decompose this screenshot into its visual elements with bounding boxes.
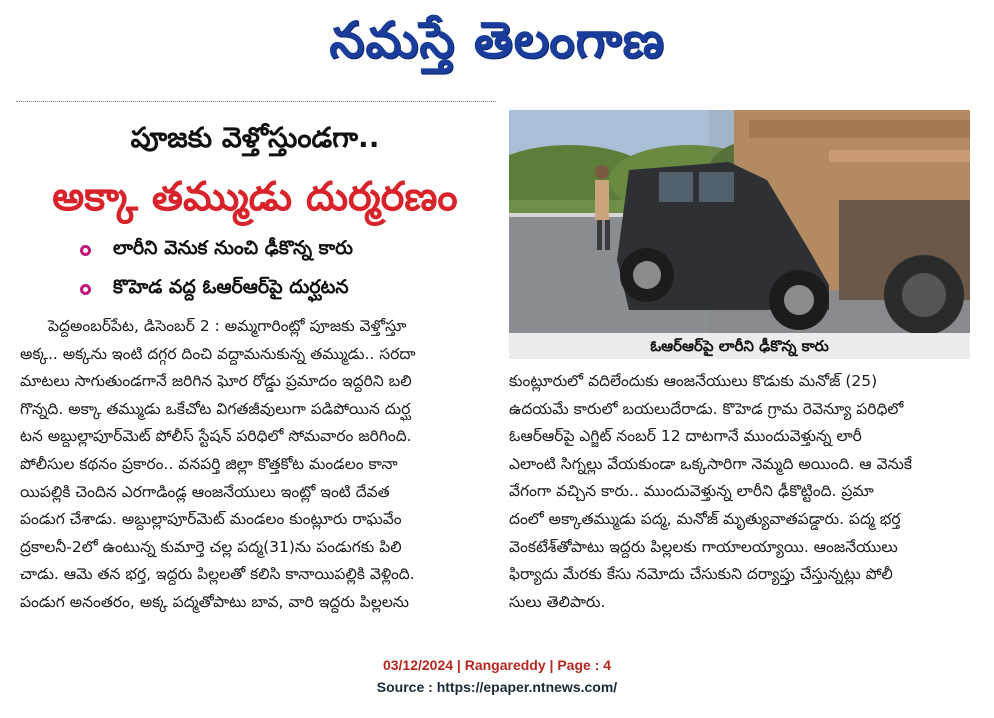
body-line: ఓఆర్ఆర్‌పై ఎగ్జిట్ నంబర్ 12 దాటగానే ముందువెళ్తున్న లారీ <box>509 427 862 446</box>
edition-meta: 03/12/2024 | Rangareddy | Page : 4 <box>382 657 612 673</box>
body-line: యిపల్లికి చెందిన ఎరగాడిండ్ల ఆంజనేయులు ఇంట్లో ఇంటి దేవత <box>20 482 390 501</box>
ring-bullet-icon <box>80 284 91 295</box>
newspaper-title: నమస్తే తెలంగాణ <box>329 10 665 69</box>
accident-photo <box>509 110 970 333</box>
article-body-right <box>509 368 970 616</box>
subhead-1 <box>80 234 490 266</box>
body-line: ఎలాంటి సిగ్నల్లు వేయకుండా ఒక్కసారిగా నెమ్మది అయింది. ఆ వెనుకే <box>509 454 912 473</box>
body-line: కుంట్లూరులో వదిలేందుకు ఆంజనేయులు కొడుకు మనోజ్ (25) <box>509 372 878 390</box>
body-line: పోలీసుల కథనం ప్రకారం.. వనపర్తి జిల్లా కొత్తకోట మండలం కానా <box>20 454 398 473</box>
body-line: గొన్నది. అక్కా తమ్ముడు ఒకేచోట విగతజీవులుగా పడిపోయిన దుర్ఘ <box>20 399 411 418</box>
masthead <box>0 0 994 80</box>
subhead-text: లారీని వెనుక నుంచి ఢీకొన్న కారు <box>113 236 353 259</box>
body-line: పెద్దఅంబర్‌పేట, డిసెంబర్ 2 : అమ్మగారింట్లో పూజకు వెళ్తోస్తూ <box>48 317 407 335</box>
article-body-left <box>20 313 488 617</box>
body-line: చాడు. ఆమె తన భర్త, ఇద్దరు పిల్లలతో కలిసి కానాయిపల్లికి వెళ్లింది. <box>20 565 415 584</box>
article-headline: అక్కా తమ్ముడు దుర్మరణం <box>52 174 458 220</box>
body-line: పండుగ అనంతరం, అక్క పద్మతోపాటు బావ, వారి ఇద్దరు పిల్లలను <box>20 592 410 611</box>
page-footer <box>0 654 994 698</box>
divider <box>16 101 496 102</box>
body-line: దంలో అక్కాతమ్ముడు పద్మ, మనోజ్ మృత్యువాతపడ్డారు. పద్మ భర్త <box>509 509 901 528</box>
body-line: వెంకటేశ్‌తోపాటు ఇద్దరు పిల్లలకు గాయాలయ్యాయి. ఆంజనేయులు <box>509 537 898 556</box>
body-line: మాటలు సాగుతుండగానే జరిగిన ఘోర రోడ్డు ప్రమాదం ఇద్దరిని బలి <box>20 372 412 391</box>
body-line: సులు తెలిపారు. <box>509 592 606 611</box>
body-line: ద్రకాలనీ-2లో ఉంటున్న కుమార్తె చల్ల పద్మ(31)ను పండుగకు పిలి <box>20 537 402 556</box>
body-line: వేగంగా వచ్చిన కారు.. ముందువెళ్తున్న లారీని ఢీకొట్టింది. ప్రమా <box>509 482 874 501</box>
body-line: పండుగ చేశాడు. అబ్దుల్లాపూర్‌మెట్ మండలం కుంట్లూరు రాఘవేం <box>20 510 402 529</box>
ring-bullet-icon <box>80 245 91 256</box>
subhead-2 <box>80 273 490 305</box>
body-line: టన అబ్దుల్లాపూర్‌మెట్ పోలీస్ స్టేషన్ పరిధిలో సోమవారం జరిగింది. <box>20 427 412 446</box>
article-kicker: పూజకు వెళ్తోస్తుండగా.. <box>130 121 380 154</box>
body-line: అక్క.. అక్కను ఇంటి దగ్గర దించి వద్దామనుకున్న తమ్ముడు.. సరదా <box>20 344 416 363</box>
body-line: ఉదయమే కారులో బయలుదేరాడు. కొహెడ గ్రామ రెవెన్యూ పరిధిలో <box>509 399 904 418</box>
body-line: ఫిర్యాదు మేరకు కేసు నమోదు చేసుకుని దర్యాప్తు చేస్తున్నట్లు పోలీ <box>509 565 893 584</box>
accident-photo-illustration <box>509 110 970 333</box>
photo-caption: ఓఆర్ఆర్‌పై లారీని ఢీకొన్న కారు <box>509 333 970 359</box>
source-link[interactable]: Source : https://epaper.ntnews.com/ <box>376 679 618 695</box>
subhead-text: కొహెడ వద్ద ఓఆర్ఆర్‌పై దుర్ఘటన <box>113 275 349 298</box>
